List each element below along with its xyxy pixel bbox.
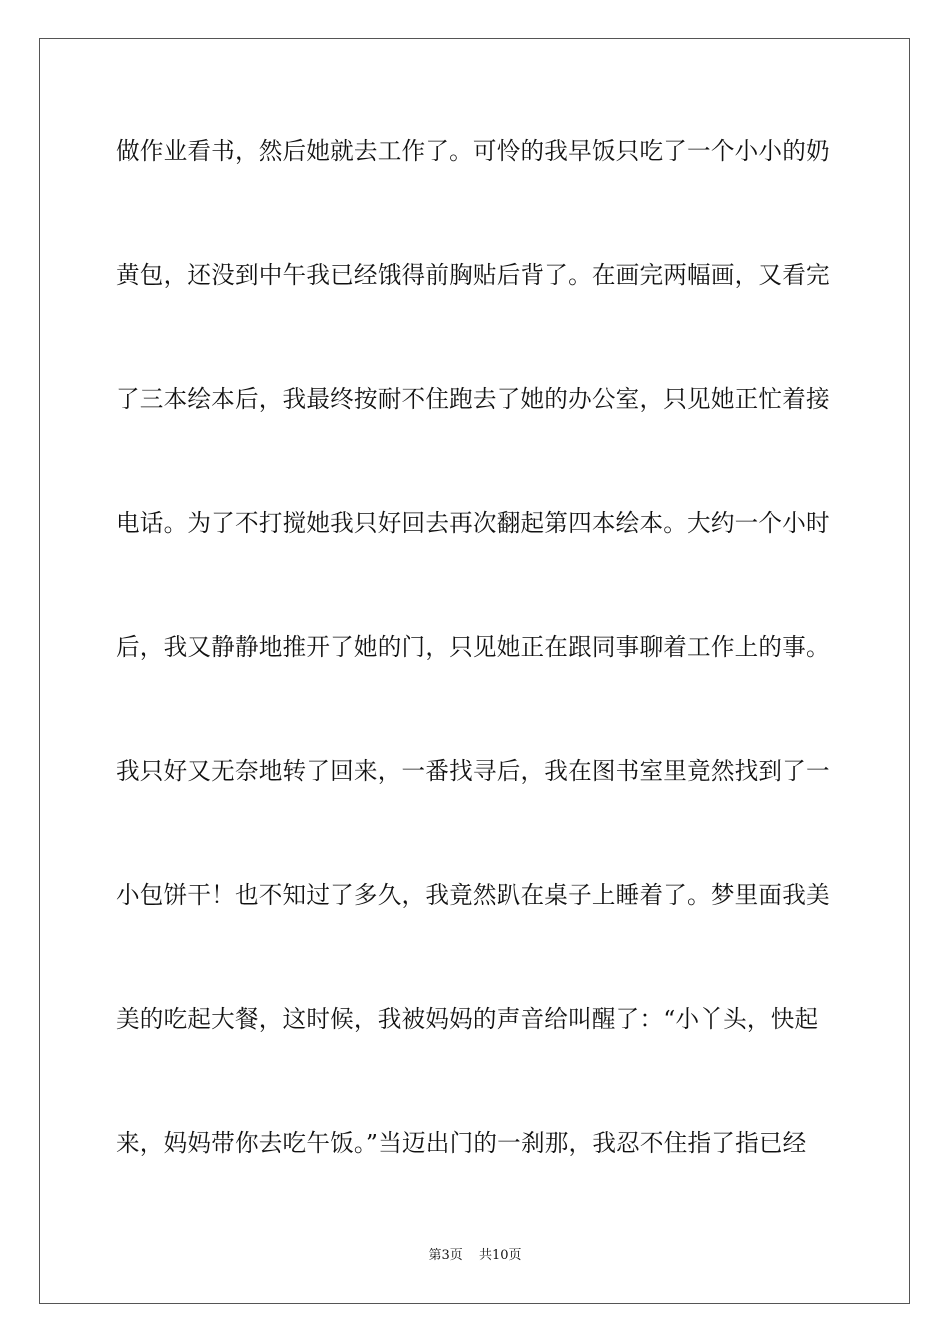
text-line: 了三本绘本后，我最终按耐不住跑去了她的办公室，只见她正忙着接 (116, 385, 830, 413)
body-text (116, 128, 836, 1244)
text-line: 做作业看书，然后她就去工作了。可怜的我早饭只吃了一个小小的奶 (116, 137, 830, 165)
text-line: 美的吃起大餐，这时候，我被妈妈的声音给叫醒了：“小丫头，快起 (116, 1005, 819, 1033)
page-total: 共10页 (478, 1248, 522, 1263)
page-footer (0, 1247, 950, 1265)
text-line: 黄包，还没到中午我已经饿得前胸贴后背了。在画完两幅画，又看完 (116, 261, 830, 289)
text-line: 后，我又静静地推开了她的门，只见她正在跟同事聊着工作上的事。 (116, 633, 830, 661)
text-line: 电话。为了不打搅她我只好回去再次翻起第四本绘本。大约一个小时 (116, 509, 830, 537)
text-line: 来，妈妈带你去吃午饭。”当迈出门的一刹那，我忍不住指了指已经 (116, 1129, 807, 1157)
text-line: 小包饼干！也不知过了多久，我竟然趴在桌子上睡着了。梦里面我美 (116, 881, 830, 909)
text-line: 我只好又无奈地转了回来，一番找寻后，我在图书室里竟然找到了一 (116, 757, 830, 785)
page-number: 第3页 (428, 1248, 463, 1263)
